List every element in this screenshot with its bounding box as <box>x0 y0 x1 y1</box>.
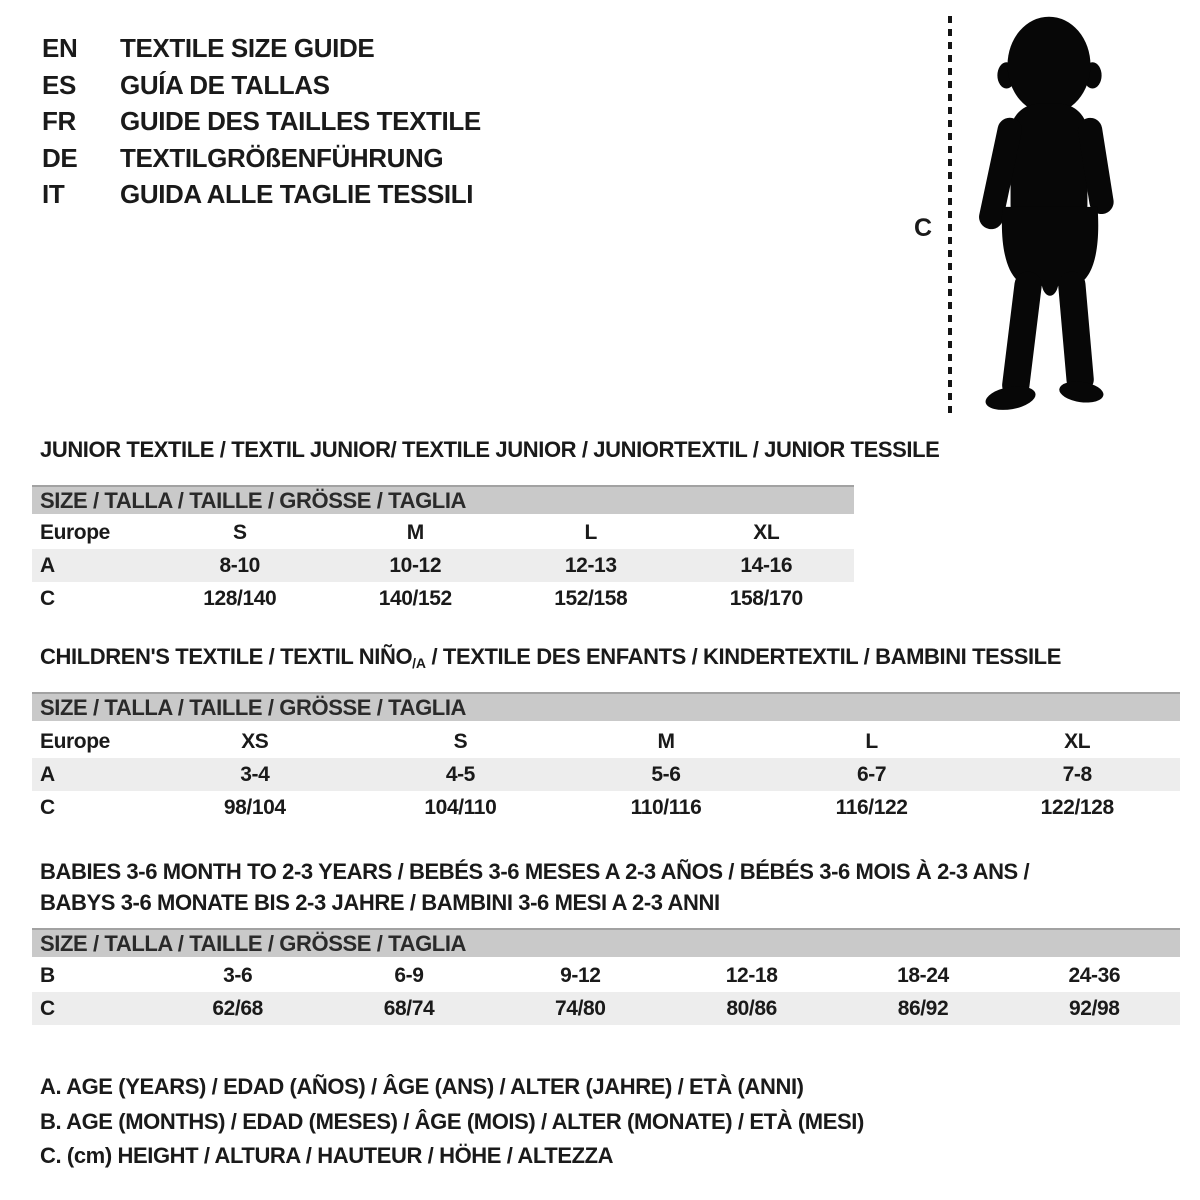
cell: 8-10 <box>219 554 260 577</box>
cell: 140/152 <box>378 587 452 610</box>
legend <box>40 1070 864 1174</box>
table-row <box>32 549 854 582</box>
size-header-bar: SIZE / TALLA / TAILLE / GRÖSSE / TAGLIA <box>32 692 1180 721</box>
language-header <box>42 30 481 213</box>
row-label: C <box>40 997 55 1020</box>
cell: 6-9 <box>394 964 424 987</box>
legend-line-b: B. AGE (MONTHS) / EDAD (MESES) / ÂGE (MOIS) / ALTER (MONATE) / ETÀ (MESI) <box>40 1108 864 1134</box>
lang-title: TEXTILGRÖßENFÜHRUNG <box>120 142 444 173</box>
lang-title: GUIDE DES TAILLES TEXTILE <box>120 106 481 136</box>
babies-size-table <box>32 959 1180 1025</box>
table-row <box>32 791 1180 824</box>
cell: 7-8 <box>1062 763 1092 786</box>
section-heading-line2: BABYS 3-6 MONATE BIS 2-3 JAHRE / BAMBINI 3-6 MESI A 2-3 ANNI <box>40 890 720 915</box>
section-heading-line1: BABIES 3-6 MONTH TO 2-3 YEARS / BEBÉS 3-6 MESES A 2-3 AÑOS / BÉBÉS 3-6 MOIS À 2-3 ANS / <box>40 859 1030 884</box>
table-row <box>32 959 1180 992</box>
cell: 24-36 <box>1068 964 1121 987</box>
section-junior-textile <box>32 437 940 615</box>
lang-row-en <box>42 30 481 67</box>
cell: 10-12 <box>389 554 442 577</box>
lang-code: EN <box>42 33 78 63</box>
heading-part: CHILDREN'S TEXTILE / TEXTIL NIÑO <box>40 644 413 669</box>
height-measure-line <box>948 16 952 418</box>
size-column: L <box>865 730 878 753</box>
lang-row-fr <box>42 103 481 140</box>
cell: 5-6 <box>651 763 681 786</box>
table-header-row <box>32 725 1180 758</box>
size-header-bar: SIZE / TALLA / TAILLE / GRÖSSE / TAGLIA <box>32 928 1180 957</box>
size-column: XS <box>241 730 269 753</box>
cell: 14-16 <box>740 554 793 577</box>
cell: 158/170 <box>729 587 803 610</box>
section-babies-textile <box>32 856 1180 1025</box>
size-header-bar: SIZE / TALLA / TAILLE / GRÖSSE / TAGLIA <box>32 485 854 514</box>
row-label: C <box>40 796 55 819</box>
legend-line-a: A. AGE (YEARS) / EDAD (AÑOS) / ÂGE (ANS) / ALTER (JAHRE) / ETÀ (ANNI) <box>40 1074 804 1099</box>
figure-block <box>900 0 1160 440</box>
lang-row-it <box>42 176 481 213</box>
size-column: S <box>232 521 247 544</box>
section-heading <box>32 645 1180 671</box>
size-column: XL <box>1064 730 1091 753</box>
cell: 18-24 <box>897 964 949 987</box>
row-label: A <box>40 763 55 786</box>
cell: 3-6 <box>223 964 253 987</box>
cell: 86/92 <box>897 997 949 1020</box>
children-size-table <box>32 725 1180 824</box>
row-label: B <box>40 964 55 987</box>
cell: 3-4 <box>240 763 270 786</box>
cell: 4-5 <box>445 763 475 786</box>
table-row <box>32 992 1180 1025</box>
heading-subscript: /A <box>412 655 426 671</box>
lang-code: DE <box>42 142 78 173</box>
lang-code: FR <box>42 106 76 136</box>
lang-row-es <box>42 67 481 104</box>
region-label: Europe <box>40 521 110 544</box>
lang-title: GUÍA DE TALLAS <box>120 69 330 100</box>
cell: 104/110 <box>424 796 497 819</box>
section-heading: JUNIOR TEXTILE / TEXTIL JUNIOR/ TEXTILE JUNIOR / JUNIORTEXTIL / JUNIOR TESSILE <box>40 437 940 462</box>
cell: 92/98 <box>1069 997 1120 1020</box>
junior-size-table <box>32 516 854 615</box>
cell: 74/80 <box>555 997 606 1020</box>
cell: 12-13 <box>564 554 617 577</box>
cell: 98/104 <box>223 796 286 819</box>
lang-code: IT <box>42 179 65 209</box>
table-row <box>32 758 1180 791</box>
cell: 12-18 <box>725 964 778 987</box>
table-row <box>32 582 854 615</box>
size-column: L <box>584 521 597 544</box>
size-column: M <box>406 521 424 544</box>
lang-code: ES <box>42 69 76 100</box>
legend-line-c: C. (cm) HEIGHT / ALTURA / HAUTEUR / HÖHE / ALTEZZA <box>40 1143 614 1168</box>
cell: 62/68 <box>212 997 263 1020</box>
toddler-silhouette-icon <box>964 12 1136 418</box>
cell: 6-7 <box>857 763 887 786</box>
size-column: S <box>453 730 468 753</box>
cell: 122/128 <box>1040 796 1114 819</box>
lang-title: TEXTILE SIZE GUIDE <box>120 33 375 63</box>
size-column: M <box>657 730 675 753</box>
cell: 128/140 <box>203 587 277 610</box>
height-measure-label: C <box>914 214 932 242</box>
cell: 80/86 <box>726 997 777 1020</box>
lang-title: GUIDA ALLE TAGLIE TESSILI <box>120 179 474 209</box>
region-label: Europe <box>40 730 110 753</box>
cell: 116/122 <box>835 796 908 819</box>
size-column: XL <box>753 521 780 544</box>
cell: 68/74 <box>383 997 435 1020</box>
cell: 110/116 <box>630 796 702 819</box>
cell: 9-12 <box>560 964 601 987</box>
cell: 152/158 <box>554 587 628 610</box>
heading-part: / TEXTILE DES ENFANTS / KINDERTEXTIL / BAMBINI TESSILE <box>425 644 1061 669</box>
row-label: C <box>40 587 55 610</box>
lang-row-de <box>42 140 481 177</box>
row-label: A <box>40 554 55 577</box>
section-children-textile <box>32 645 1180 824</box>
table-header-row <box>32 516 854 549</box>
